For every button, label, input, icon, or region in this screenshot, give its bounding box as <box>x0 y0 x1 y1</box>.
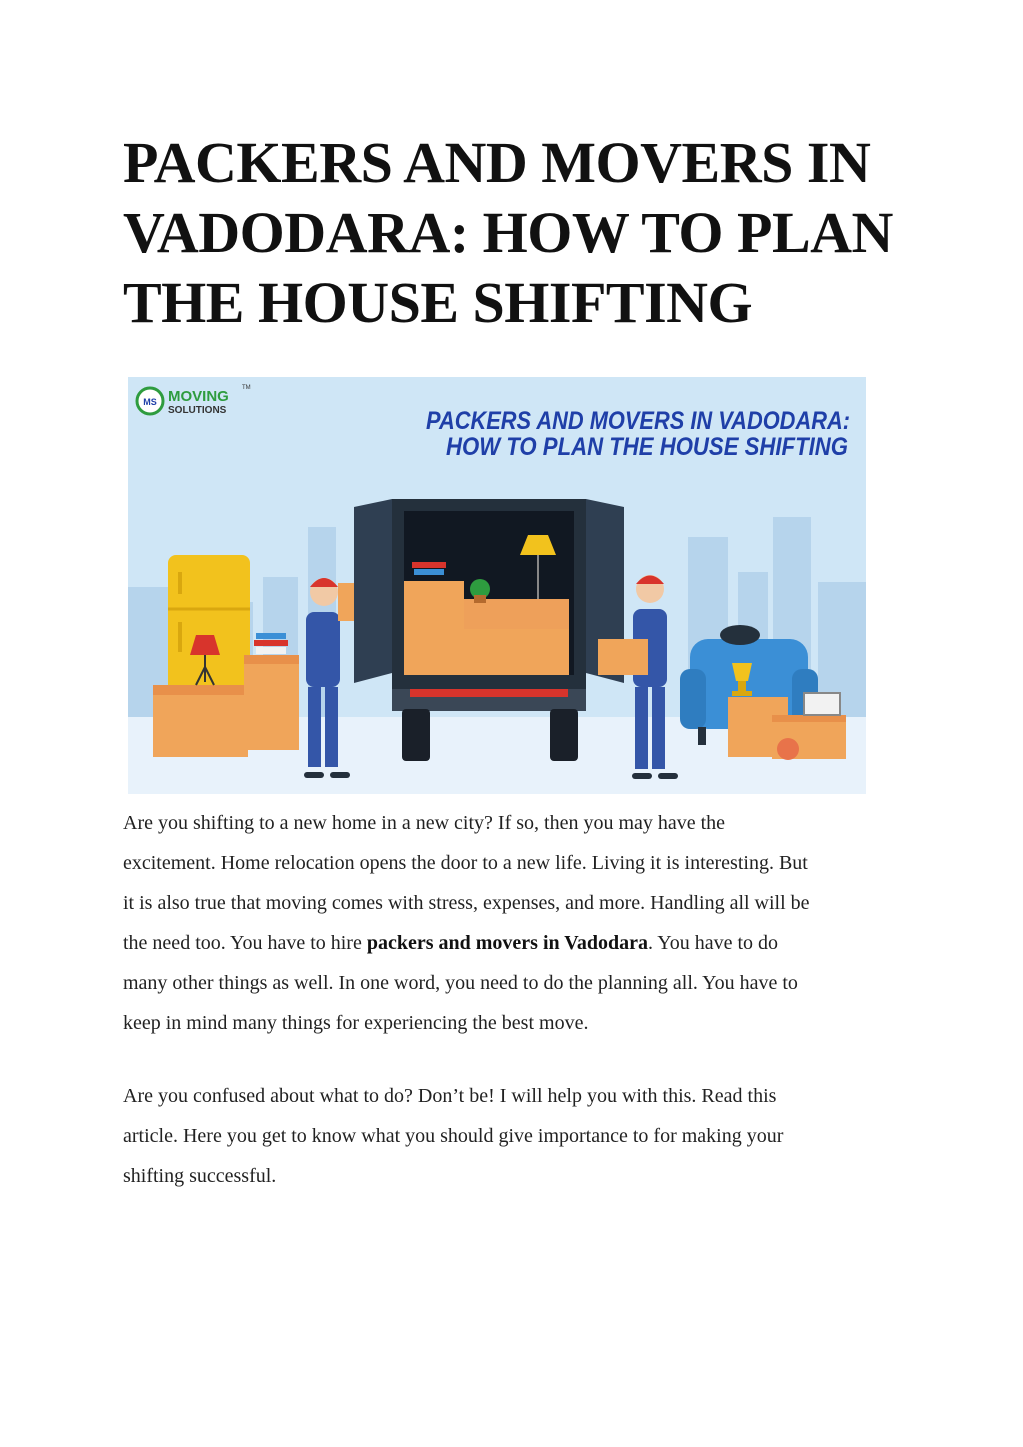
banner-line-2: HOW TO PLAN THE HOUSE SHIFTING <box>446 433 848 461</box>
paragraph-intro <box>123 803 903 1043</box>
paragraph-line: Are you confused about what to do? Don’t be! I will help you with this. Read this <box>123 1085 777 1107</box>
logo-initials: MS <box>143 397 157 407</box>
hero-illustration <box>128 377 866 794</box>
logo-text-moving: MOVING <box>168 388 229 405</box>
line-text-before: the need too. You have to hire <box>123 932 367 954</box>
bold-keyword: packers and movers in Vadodara <box>366 932 649 954</box>
paragraph-line: keep in mind many things for experiencing the best move. <box>123 1012 589 1034</box>
paragraph-guidance <box>123 1076 903 1196</box>
banner-line-1: PACKERS AND MOVERS IN VADODARA: <box>426 407 850 435</box>
paragraph-line: article. Here you get to know what you should give importance to for making your <box>123 1125 784 1147</box>
book-stack-icon <box>254 633 288 654</box>
title-line-2: VADODARA: HOW TO PLAN <box>123 200 893 265</box>
title-line-3: THE HOUSE SHIFTING <box>123 270 753 335</box>
title-line-1: PACKERS AND MOVERS IN <box>123 130 871 195</box>
logo-tm: TM <box>242 385 251 391</box>
paragraph-line-with-keyword <box>123 923 903 963</box>
paragraph-line: many other things as well. In one word, you need to do the planning all. You have to <box>123 972 798 994</box>
line-text-after: . You have to do <box>648 932 779 954</box>
paragraph-line: Are you shifting to a new home in a new city? If so, then you may have the <box>123 812 726 834</box>
fridge-icon <box>168 555 250 700</box>
paragraph-line: it is also true that moving comes with stress, expenses, and more. Handling all will be <box>123 892 810 914</box>
paragraph-line: shifting successful. <box>123 1165 277 1187</box>
article-title <box>123 128 923 338</box>
right-boxes <box>728 693 846 760</box>
logo-text-solutions: SOLUTIONS <box>168 405 227 416</box>
paragraph-line: excitement. Home relocation opens the door to a new life. Living it is interesting. But <box>123 852 808 874</box>
